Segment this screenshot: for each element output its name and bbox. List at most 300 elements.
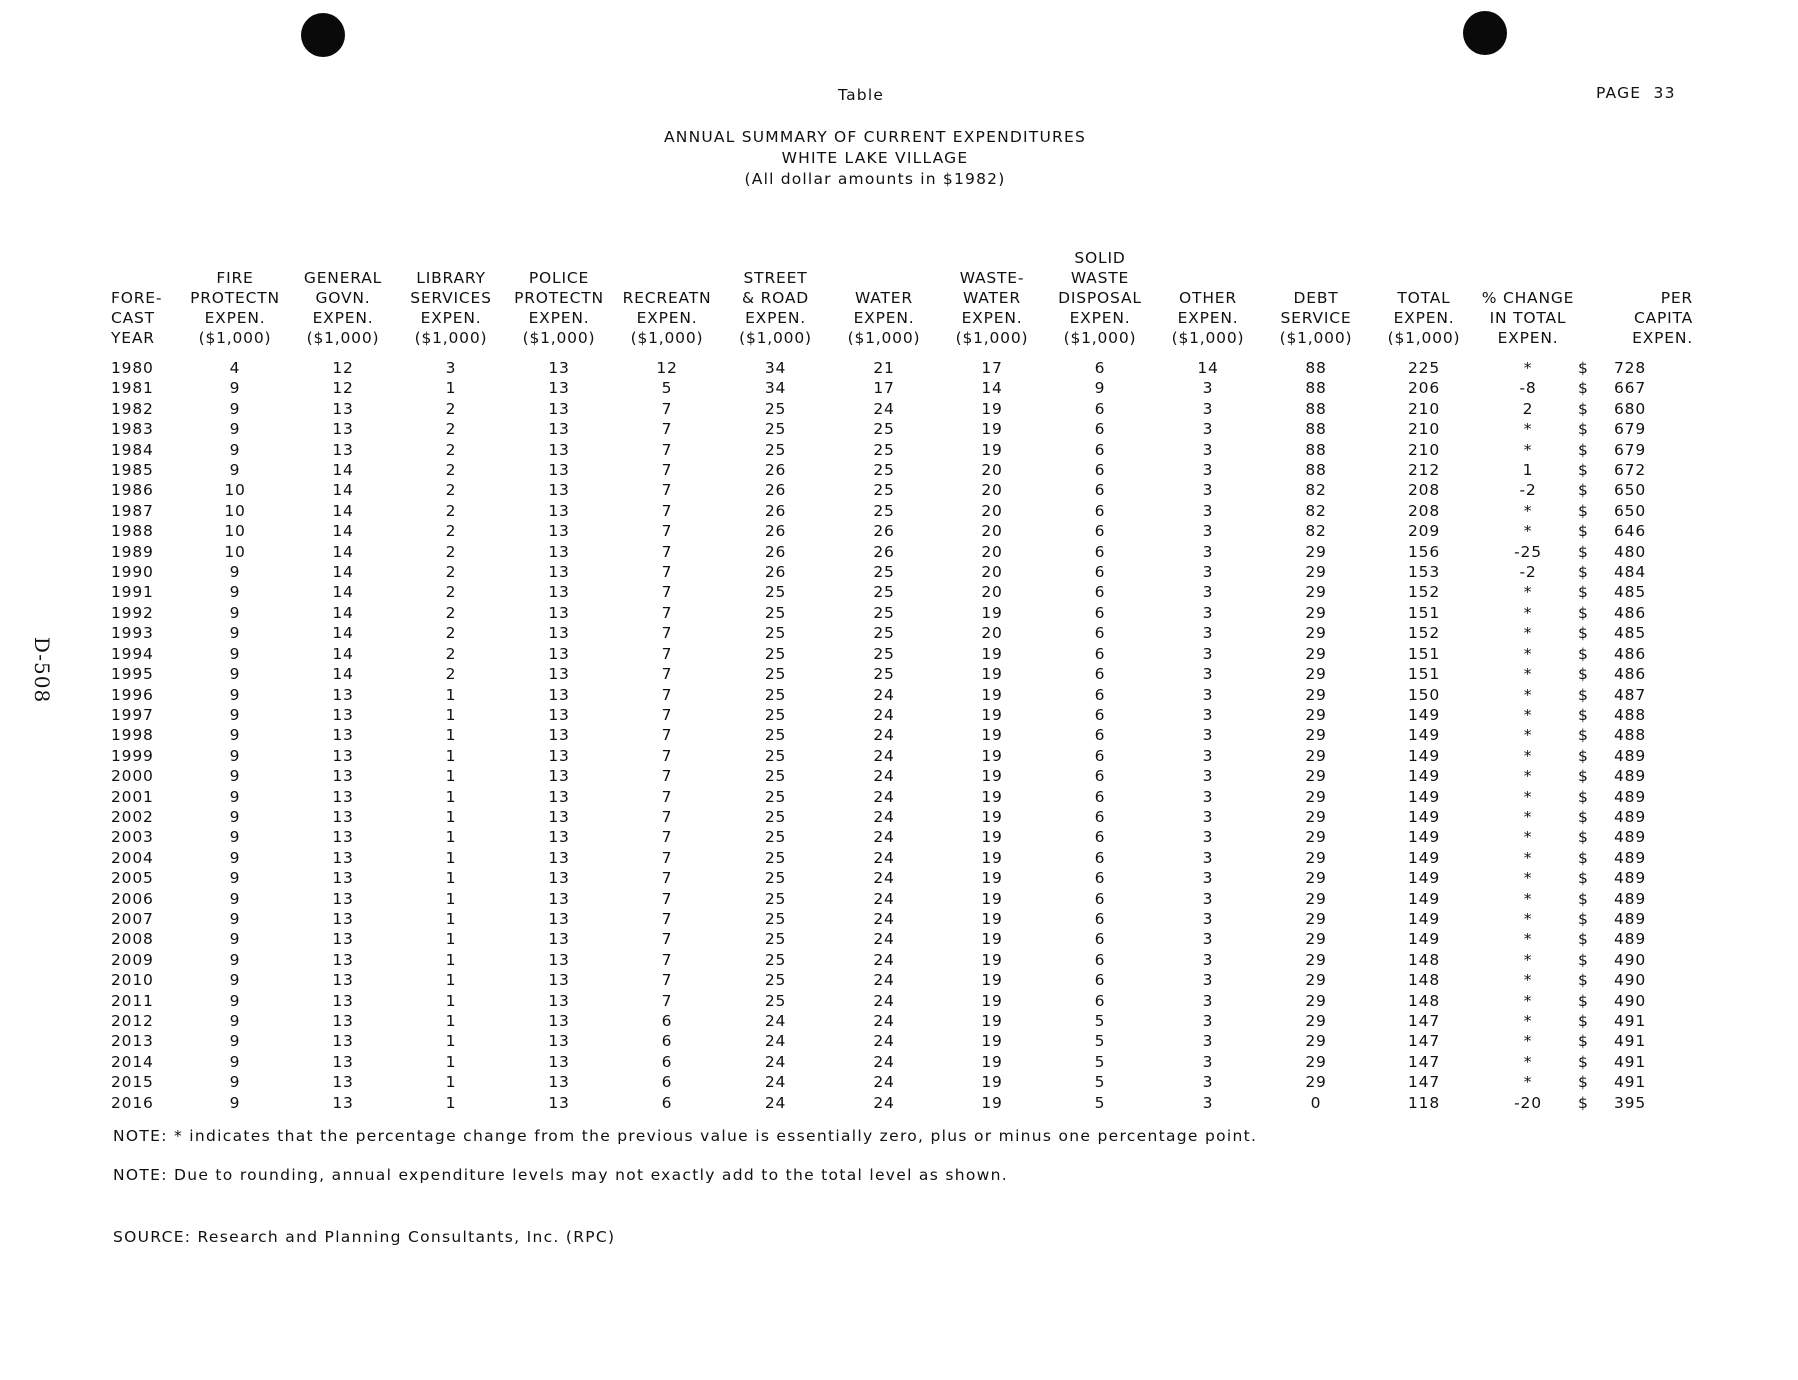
- table-cell: 25: [764, 603, 787, 622]
- table-cell: 24: [764, 1052, 787, 1071]
- table-cell: 147: [1408, 1032, 1440, 1051]
- table-cell: 24: [873, 726, 895, 745]
- col-header-recreation: RECREATN EXPEN. ($1,000): [622, 289, 712, 347]
- per-capita-cell: [1578, 1031, 1693, 1051]
- table-row: [111, 1093, 1693, 1113]
- currency-symbol: $: [1578, 889, 1589, 908]
- table-cell: *: [1523, 971, 1533, 990]
- source-line: SOURCE: Research and Planning Consultants, Inc. (RPC): [113, 1228, 616, 1246]
- table-cell: 12: [332, 359, 354, 377]
- currency-symbol: $: [1578, 522, 1589, 541]
- table-cell: 210: [1408, 440, 1440, 459]
- per-capita-cell: [1578, 766, 1693, 786]
- table-cell: 25: [764, 807, 787, 826]
- table-cell: 25: [764, 726, 787, 745]
- table-cell: 25: [873, 420, 895, 439]
- table-row: [111, 603, 1693, 623]
- per-capita-value: 680: [1614, 399, 1646, 418]
- table-cell: 20: [981, 501, 1003, 520]
- table-cell: 7: [661, 603, 673, 622]
- currency-symbol: $: [1578, 603, 1589, 622]
- table-cell: 3: [1202, 828, 1214, 847]
- table-cell: 13: [548, 1032, 570, 1051]
- table-cell: 13: [548, 930, 570, 949]
- table-cell: 25: [764, 950, 787, 969]
- currency-symbol: $: [1578, 930, 1589, 949]
- year-cell: 2015: [111, 1073, 154, 1092]
- year-cell: 1993: [111, 624, 154, 643]
- table-cell: 20: [981, 461, 1003, 480]
- table-cell: 13: [548, 1012, 570, 1030]
- table-cell: 14: [332, 665, 354, 684]
- year-cell: 2004: [111, 848, 154, 867]
- table-cell: 21: [873, 359, 895, 377]
- col-header-other: OTHER EXPEN. ($1,000): [1171, 289, 1245, 347]
- table-cell: 13: [548, 726, 570, 745]
- year-cell: 1998: [111, 726, 154, 745]
- table-cell: 1: [445, 787, 457, 806]
- table-cell: *: [1523, 1012, 1533, 1030]
- table-cell: 25: [873, 624, 895, 643]
- table-cell: 6: [1094, 481, 1106, 500]
- table-cell: 29: [1305, 807, 1327, 826]
- table-cell: 25: [764, 848, 787, 867]
- table-cell: 13: [548, 542, 570, 561]
- col-header-fire: FIRE PROTECTN EXPEN. ($1,000): [190, 269, 280, 347]
- table-cell: 29: [1305, 889, 1327, 908]
- table-cell: -25: [1514, 542, 1542, 561]
- per-capita-value: 486: [1614, 665, 1646, 684]
- table-cell: 7: [661, 685, 673, 704]
- table-cell: 6: [661, 1073, 673, 1092]
- table-cell: 25: [764, 583, 787, 602]
- table-cell: 25: [764, 420, 787, 439]
- table-cell: 25: [873, 563, 895, 582]
- table-cell: 13: [548, 399, 570, 418]
- currency-symbol: $: [1578, 1073, 1589, 1092]
- table-cell: 2: [445, 563, 457, 582]
- year-cell: 1992: [111, 603, 154, 622]
- table-cell: *: [1523, 787, 1533, 806]
- table-cell: 6: [1094, 563, 1106, 582]
- per-capita-value: 650: [1614, 481, 1646, 500]
- table-cell: 24: [764, 1093, 787, 1112]
- table-cell: 7: [661, 399, 673, 418]
- col-header-pct-change: % CHANGE IN TOTAL EXPEN.: [1481, 289, 1575, 347]
- table-cell: 20: [981, 522, 1003, 541]
- table-cell: 2: [445, 481, 457, 500]
- year-cell: 1997: [111, 705, 154, 724]
- table-cell: 1: [445, 828, 457, 847]
- table-cell: 13: [332, 767, 354, 786]
- per-capita-cell: [1578, 1072, 1693, 1092]
- table-cell: 13: [548, 685, 570, 704]
- table-cell: 29: [1305, 971, 1327, 990]
- table-cell: 1: [445, 991, 457, 1010]
- table-cell: 2: [445, 665, 457, 684]
- table-cell: 24: [873, 991, 895, 1010]
- table-cell: -20: [1514, 1093, 1542, 1112]
- table-cell: 13: [332, 440, 354, 459]
- currency-symbol: $: [1578, 767, 1589, 786]
- table-cell: 2: [445, 644, 457, 663]
- per-capita-cell: [1578, 562, 1693, 582]
- per-capita-value: 489: [1614, 828, 1646, 847]
- table-cell: *: [1523, 889, 1533, 908]
- table-cell: 13: [332, 1052, 354, 1071]
- table-cell: 9: [229, 420, 241, 439]
- table-cell: -8: [1519, 379, 1537, 398]
- currency-symbol: $: [1578, 624, 1589, 643]
- per-capita-cell: [1578, 440, 1693, 460]
- table-cell: 7: [661, 930, 673, 949]
- table-cell: 9: [229, 665, 241, 684]
- table-cell: 6: [1094, 971, 1106, 990]
- table-cell: 14: [1197, 359, 1219, 377]
- table-cell: 9: [229, 991, 241, 1010]
- per-capita-cell: [1578, 929, 1693, 949]
- per-capita-value: 488: [1614, 705, 1646, 724]
- table-cell: 149: [1408, 848, 1440, 867]
- currency-symbol: $: [1578, 971, 1589, 990]
- table-cell: *: [1523, 624, 1533, 643]
- table-cell: 3: [1202, 685, 1214, 704]
- col-header-solid-waste: SOLID WASTE DISPOSAL EXPEN. ($1,000): [1058, 249, 1142, 347]
- col-header-street-road: STREET & ROAD EXPEN. ($1,000): [739, 269, 812, 347]
- per-capita-value: 484: [1614, 563, 1646, 582]
- table-cell: *: [1523, 828, 1533, 847]
- table-cell: 13: [332, 807, 354, 826]
- table-cell: 1: [445, 379, 457, 398]
- table-cell: 1: [445, 950, 457, 969]
- table-row: [111, 542, 1693, 562]
- table-cell: 3: [1202, 705, 1214, 724]
- table-cell: *: [1523, 950, 1533, 969]
- year-cell: 2005: [111, 869, 154, 888]
- table-cell: 29: [1305, 991, 1327, 1010]
- table-cell: 149: [1408, 828, 1440, 847]
- table-cell: 29: [1305, 848, 1327, 867]
- table-cell: 6: [1094, 869, 1106, 888]
- table-cell: 24: [873, 1012, 895, 1030]
- table-row: [111, 929, 1693, 949]
- table-cell: 24: [873, 787, 895, 806]
- per-capita-value: 480: [1614, 542, 1646, 561]
- table-cell: 25: [764, 930, 787, 949]
- table-cell: 20: [981, 542, 1003, 561]
- table-cell: 9: [229, 1052, 241, 1071]
- per-capita-cell: [1578, 460, 1693, 480]
- table-cell: 3: [1202, 889, 1214, 908]
- table-cell: 149: [1408, 869, 1440, 888]
- table-cell: 6: [1094, 807, 1106, 826]
- table-cell: 25: [764, 909, 787, 928]
- table-cell: 3: [1202, 950, 1214, 969]
- table-row: [111, 787, 1693, 807]
- table-cell: 26: [764, 481, 787, 500]
- table-cell: *: [1523, 501, 1533, 520]
- per-capita-cell: [1578, 991, 1693, 1011]
- table-cell: 7: [661, 481, 673, 500]
- table-cell: 19: [981, 644, 1003, 663]
- table-cell: 9: [229, 644, 241, 663]
- table-cell: 7: [661, 889, 673, 908]
- per-capita-cell: [1578, 501, 1693, 521]
- table-cell: 6: [1094, 991, 1106, 1010]
- col-header-police: POLICE PROTECTN EXPEN. ($1,000): [514, 269, 604, 347]
- table-cell: 14: [332, 481, 354, 500]
- table-cell: 5: [661, 379, 673, 398]
- table-cell: 6: [1094, 828, 1106, 847]
- table-row: [111, 685, 1693, 705]
- table-row: [111, 746, 1693, 766]
- table-cell: 5: [1094, 1073, 1106, 1092]
- currency-symbol: $: [1578, 1052, 1589, 1071]
- table-cell: 6: [661, 1093, 673, 1112]
- per-capita-value: 646: [1614, 522, 1646, 541]
- table-row: [111, 582, 1693, 602]
- punch-hole-left: [301, 13, 345, 57]
- year-cell: 2012: [111, 1012, 154, 1030]
- table-cell: 5: [1094, 1032, 1106, 1051]
- per-capita-cell: [1578, 582, 1693, 602]
- table-cell: 13: [548, 991, 570, 1010]
- table-cell: 6: [1094, 359, 1106, 377]
- table-cell: 25: [764, 624, 787, 643]
- per-capita-cell: [1578, 664, 1693, 684]
- table-cell: 24: [873, 869, 895, 888]
- table-cell: 13: [548, 359, 570, 377]
- table-cell: 149: [1408, 889, 1440, 908]
- table-cell: 13: [548, 420, 570, 439]
- table-cell: 19: [981, 603, 1003, 622]
- table-cell: 9: [1094, 379, 1106, 398]
- table-cell: 9: [229, 440, 241, 459]
- table-cell: 156: [1408, 542, 1440, 561]
- table-cell: 1: [445, 930, 457, 949]
- table-row: [111, 1052, 1693, 1072]
- currency-symbol: $: [1578, 909, 1589, 928]
- table-cell: 19: [981, 1093, 1003, 1112]
- table-cell: *: [1523, 583, 1533, 602]
- table-cell: 13: [332, 889, 354, 908]
- per-capita-cell: [1578, 399, 1693, 419]
- table-cell: 6: [1094, 461, 1106, 480]
- table-cell: 20: [981, 481, 1003, 500]
- table-cell: 14: [332, 522, 354, 541]
- table-cell: 13: [548, 461, 570, 480]
- table-cell: 151: [1408, 644, 1440, 663]
- table-cell: 152: [1408, 583, 1440, 602]
- table-cell: 88: [1305, 399, 1327, 418]
- table-cell: 12: [332, 379, 354, 398]
- table-cell: 13: [332, 1073, 354, 1092]
- year-cell: 1987: [111, 501, 154, 520]
- table-cell: 5: [1094, 1012, 1106, 1030]
- table-cell: 26: [764, 522, 787, 541]
- table-cell: 14: [981, 379, 1003, 398]
- table-cell: 9: [229, 848, 241, 867]
- table-row: [111, 440, 1693, 460]
- table-cell: 6: [1094, 501, 1106, 520]
- table-cell: 2: [445, 420, 457, 439]
- table-cell: 7: [661, 787, 673, 806]
- table-cell: 6: [1094, 603, 1106, 622]
- table-cell: 14: [332, 563, 354, 582]
- table-row: [111, 562, 1693, 582]
- table-cell: 1: [445, 889, 457, 908]
- table-cell: 9: [229, 583, 241, 602]
- table-cell: 9: [229, 603, 241, 622]
- table-cell: 24: [873, 1032, 895, 1051]
- table-row: [111, 868, 1693, 888]
- table-cell: 19: [981, 665, 1003, 684]
- table-cell: 19: [981, 420, 1003, 439]
- table-cell: *: [1523, 1052, 1533, 1071]
- table-cell: 13: [332, 991, 354, 1010]
- table-cell: 26: [873, 542, 895, 561]
- table-cell: 19: [981, 746, 1003, 765]
- table-cell: *: [1523, 869, 1533, 888]
- year-cell: 2014: [111, 1052, 154, 1071]
- table-cell: 6: [1094, 889, 1106, 908]
- table-cell: 29: [1305, 1052, 1327, 1071]
- table-cell: 7: [661, 971, 673, 990]
- table-cell: 29: [1305, 909, 1327, 928]
- table-cell: 29: [1305, 624, 1327, 643]
- currency-symbol: $: [1578, 705, 1589, 724]
- table-cell: *: [1523, 665, 1533, 684]
- table-cell: 13: [332, 869, 354, 888]
- table-cell: 25: [873, 481, 895, 500]
- table-cell: 29: [1305, 705, 1327, 724]
- table-cell: 0: [1310, 1093, 1322, 1112]
- per-capita-value: 679: [1614, 440, 1646, 459]
- col-header-general-govn: GENERAL GOVN. EXPEN. ($1,000): [303, 269, 383, 347]
- table-cell: 9: [229, 746, 241, 765]
- table-cell: 6: [1094, 767, 1106, 786]
- col-header-water: WATER EXPEN. ($1,000): [847, 289, 921, 347]
- table-cell: *: [1523, 767, 1533, 786]
- table-cell: 1: [445, 767, 457, 786]
- table-cell: 88: [1305, 379, 1327, 398]
- year-cell: 1984: [111, 440, 154, 459]
- table-cell: 29: [1305, 787, 1327, 806]
- table-cell: *: [1523, 440, 1533, 459]
- year-cell: 2007: [111, 909, 154, 928]
- table-cell: 13: [332, 787, 354, 806]
- table-cell: 4: [229, 359, 241, 377]
- table-cell: 1: [445, 705, 457, 724]
- year-cell: 1982: [111, 399, 154, 418]
- currency-symbol: $: [1578, 869, 1589, 888]
- table-cell: 13: [548, 848, 570, 867]
- table-cell: 13: [548, 746, 570, 765]
- table-cell: 149: [1408, 767, 1440, 786]
- table-cell: 17: [873, 379, 895, 398]
- table-cell: 6: [661, 1012, 673, 1030]
- table-cell: 3: [1202, 481, 1214, 500]
- per-capita-cell: [1578, 889, 1693, 909]
- per-capita-cell: [1578, 480, 1693, 500]
- table-cell: 88: [1305, 461, 1327, 480]
- table-cell: 24: [873, 1073, 895, 1092]
- table-cell: 6: [1094, 440, 1106, 459]
- table-cell: 9: [229, 379, 241, 398]
- table-cell: 13: [332, 848, 354, 867]
- table-cell: 9: [229, 461, 241, 480]
- table-cell: 29: [1305, 603, 1327, 622]
- table-row: [111, 623, 1693, 643]
- per-capita-cell: [1578, 419, 1693, 439]
- per-capita-value: 679: [1614, 420, 1646, 439]
- table-cell: 9: [229, 889, 241, 908]
- table-cell: 24: [873, 1052, 895, 1071]
- table-cell: 147: [1408, 1052, 1440, 1071]
- table-cell: 1: [445, 726, 457, 745]
- table-cell: 6: [1094, 930, 1106, 949]
- year-cell: 1986: [111, 481, 154, 500]
- table-cell: 19: [981, 950, 1003, 969]
- table-cell: 20: [981, 624, 1003, 643]
- currency-symbol: $: [1578, 501, 1589, 520]
- table-cell: 19: [981, 726, 1003, 745]
- table-cell: 13: [332, 971, 354, 990]
- table-row: [111, 827, 1693, 847]
- table-cell: 14: [332, 501, 354, 520]
- table-cell: 82: [1305, 501, 1327, 520]
- table-cell: 3: [1202, 930, 1214, 949]
- table-cell: 25: [764, 644, 787, 663]
- table-cell: 25: [764, 889, 787, 908]
- table-cell: 9: [229, 624, 241, 643]
- per-capita-value: 491: [1614, 1052, 1646, 1071]
- year-cell: 2002: [111, 807, 154, 826]
- table-cell: 25: [873, 603, 895, 622]
- table-cell: 19: [981, 440, 1003, 459]
- table-cell: 34: [764, 359, 787, 377]
- table-cell: 6: [1094, 787, 1106, 806]
- table-cell: 13: [332, 420, 354, 439]
- table-cell: 3: [1202, 665, 1214, 684]
- per-capita-cell: [1578, 1052, 1693, 1072]
- per-capita-cell: [1578, 705, 1693, 725]
- per-capita-value: 395: [1614, 1093, 1646, 1112]
- table-cell: 29: [1305, 950, 1327, 969]
- table-cell: 7: [661, 705, 673, 724]
- table-cell: 24: [873, 828, 895, 847]
- currency-symbol: $: [1578, 359, 1589, 377]
- table-cell: 3: [1202, 1073, 1214, 1092]
- table-cell: 24: [764, 1032, 787, 1051]
- table-label: Table: [838, 86, 885, 104]
- table-row: [111, 358, 1693, 378]
- table-cell: 1: [445, 848, 457, 867]
- table-cell: 1: [445, 1093, 457, 1112]
- currency-symbol: $: [1578, 481, 1589, 500]
- table-cell: 7: [661, 522, 673, 541]
- per-capita-value: 489: [1614, 930, 1646, 949]
- currency-symbol: $: [1578, 991, 1589, 1010]
- table-cell: 118: [1408, 1093, 1440, 1112]
- table-cell: 148: [1408, 950, 1440, 969]
- table-cell: 7: [661, 440, 673, 459]
- table-cell: 3: [1202, 746, 1214, 765]
- table-cell: 10: [224, 501, 246, 520]
- table-cell: 1: [445, 1052, 457, 1071]
- table-cell: *: [1523, 522, 1533, 541]
- punch-hole-right: [1463, 11, 1507, 55]
